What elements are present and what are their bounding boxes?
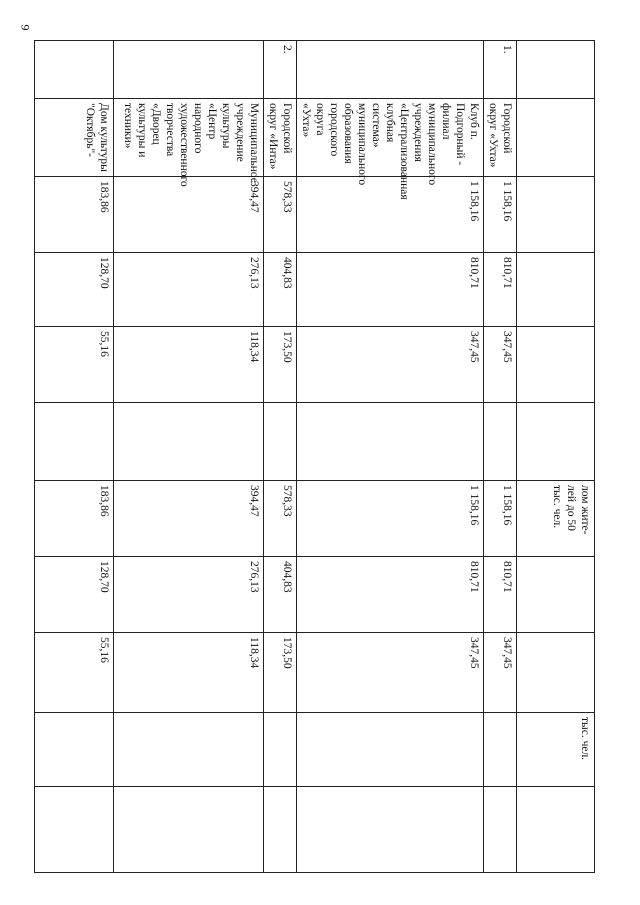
page-number: 9 [18,24,33,31]
value-cell: 810,71 [297,557,484,633]
table-row [264,41,297,873]
table-cell [517,99,595,177]
table-cell [517,177,595,253]
table-cell [264,713,297,787]
table-cell [517,787,595,873]
table-cell [297,403,484,481]
row-number [35,41,114,99]
table-cell [517,557,595,633]
row-name: Городской округ «Ухта» [484,99,517,177]
value-cell: 810,71 [297,253,484,327]
value-cell: 118,34 [114,327,264,403]
table-cell [264,403,297,481]
value-cell: 578,33 [264,481,297,557]
table-cell [517,403,595,481]
value-cell: 394,47 [114,481,264,557]
table-rotated-wrapper [58,40,595,872]
value-cell: 404,83 [264,557,297,633]
table-cell [517,633,595,713]
row-number: 2. [264,41,297,99]
value-cell: 276,13 [114,253,264,327]
value-cell: 55,16 [35,633,114,713]
row-name: Дом культуры "Октябрь"- [35,99,114,177]
value-cell: 404,83 [264,253,297,327]
table-cell [517,327,595,403]
value-cell: 173,50 [264,327,297,403]
table-cell [35,713,114,787]
header-note-cell: тыс. чел. [517,713,595,787]
value-cell: 276,13 [114,557,264,633]
funding-table [34,40,595,873]
value-cell: 118,34 [114,633,264,713]
value-cell: 1 158,16 [297,481,484,557]
value-cell: 183,86 [35,481,114,557]
value-cell: 810,71 [484,253,517,327]
value-cell: 347,45 [297,633,484,713]
value-cell: 347,45 [484,327,517,403]
table-cell [35,787,114,873]
table-cell [297,713,484,787]
row-number [114,41,264,99]
row-number: 1. [484,41,517,99]
table-cell [35,403,114,481]
value-cell: 578,33 [264,177,297,253]
row-number [297,41,484,99]
value-cell: 1 158,16 [484,481,517,557]
value-cell: 55,16 [35,327,114,403]
table-cell [517,41,595,99]
value-cell: 347,45 [297,327,484,403]
value-cell: 173,50 [264,633,297,713]
value-cell: 183,86 [35,177,114,253]
value-cell: 128,70 [35,557,114,633]
table-row [517,41,595,873]
row-name: Муниципальное учреждение культуры «Центр народного художественного творчества «Дворец культуры и техники» [114,99,264,177]
table-cell [114,403,264,481]
table-cell [484,403,517,481]
value-cell: 810,71 [484,557,517,633]
table-cell [517,253,595,327]
table-cell [114,713,264,787]
value-cell: 347,45 [484,633,517,713]
table-cell [484,787,517,873]
table-cell [297,787,484,873]
row-name: Клуб п. Подгорный - филиал муниципального учреждения «Централизованная клубная система» муниципального образования городского округа «Ухта» [297,99,484,177]
header-note-cell: лом жите- лей до 50 тыс. чел. [517,481,595,557]
table-cell [264,787,297,873]
table-row [114,41,264,873]
table-row [35,41,114,873]
value-cell: 394,47 [114,177,264,253]
value-cell: 1 158,16 [484,177,517,253]
table-row [484,41,517,873]
table-cell [114,787,264,873]
table-row [297,41,484,873]
value-cell: 128,70 [35,253,114,327]
row-name: Городской округ «Инта» [264,99,297,177]
table-cell [484,713,517,787]
value-cell: 1 158,16 [297,177,484,253]
